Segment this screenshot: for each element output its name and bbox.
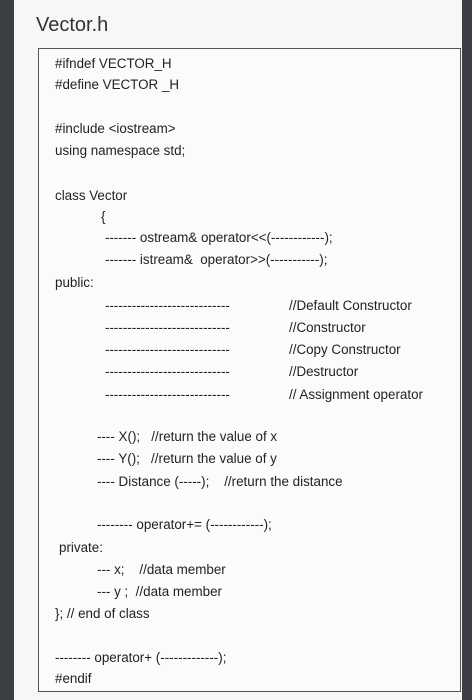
code-comment: //Copy Constructor [289,342,401,357]
code-comment: //Default Constructor [289,298,412,313]
code-line: -------- operator+= (------------); [97,517,272,532]
code-line: ------- ostream& operator<<(------------); [105,230,333,245]
code-line: #endif [55,671,92,686]
code-line: { [101,209,106,224]
code-line: using namespace std; [55,143,186,158]
code-line: ------- istream& operator>>(-----------); [105,252,328,267]
code-line: ---------------------------- [105,387,230,402]
code-line: class Vector [55,188,128,203]
code-line: --- y ; //data member [97,584,223,599]
code-line: private: [59,540,103,555]
code-line: --- x; //data member [97,562,226,577]
code-line: ---------------------------- [105,364,230,379]
code-line: ---------------------------- [105,342,230,357]
left-frame-bar [0,0,14,700]
code-line: ---- Distance (-----); //return the distance [97,474,343,489]
right-frame-bar [462,0,472,700]
code-line: ---------------------------- [105,320,230,335]
code-line: ---- Y(); //return the value of y [97,451,277,466]
code-comment: //Destructor [289,364,359,379]
code-comment: // Assignment operator [289,387,423,402]
code-line: ---------------------------- [105,298,230,313]
code-box [38,48,461,692]
code-line: #define VECTOR _H [55,77,180,92]
document-title: Vector.h [36,14,109,36]
code-line: -------- operator+ (-------------); [55,650,227,665]
code-line: #ifndef VECTOR_H [55,56,172,71]
code-line: }; // end of class [55,606,150,621]
code-comment: //Constructor [289,320,366,335]
code-line: public: [55,275,94,290]
code-line: ---- X(); //return the value of x [97,429,278,444]
code-line: #include <iostream> [55,121,176,136]
document-page [14,0,462,700]
